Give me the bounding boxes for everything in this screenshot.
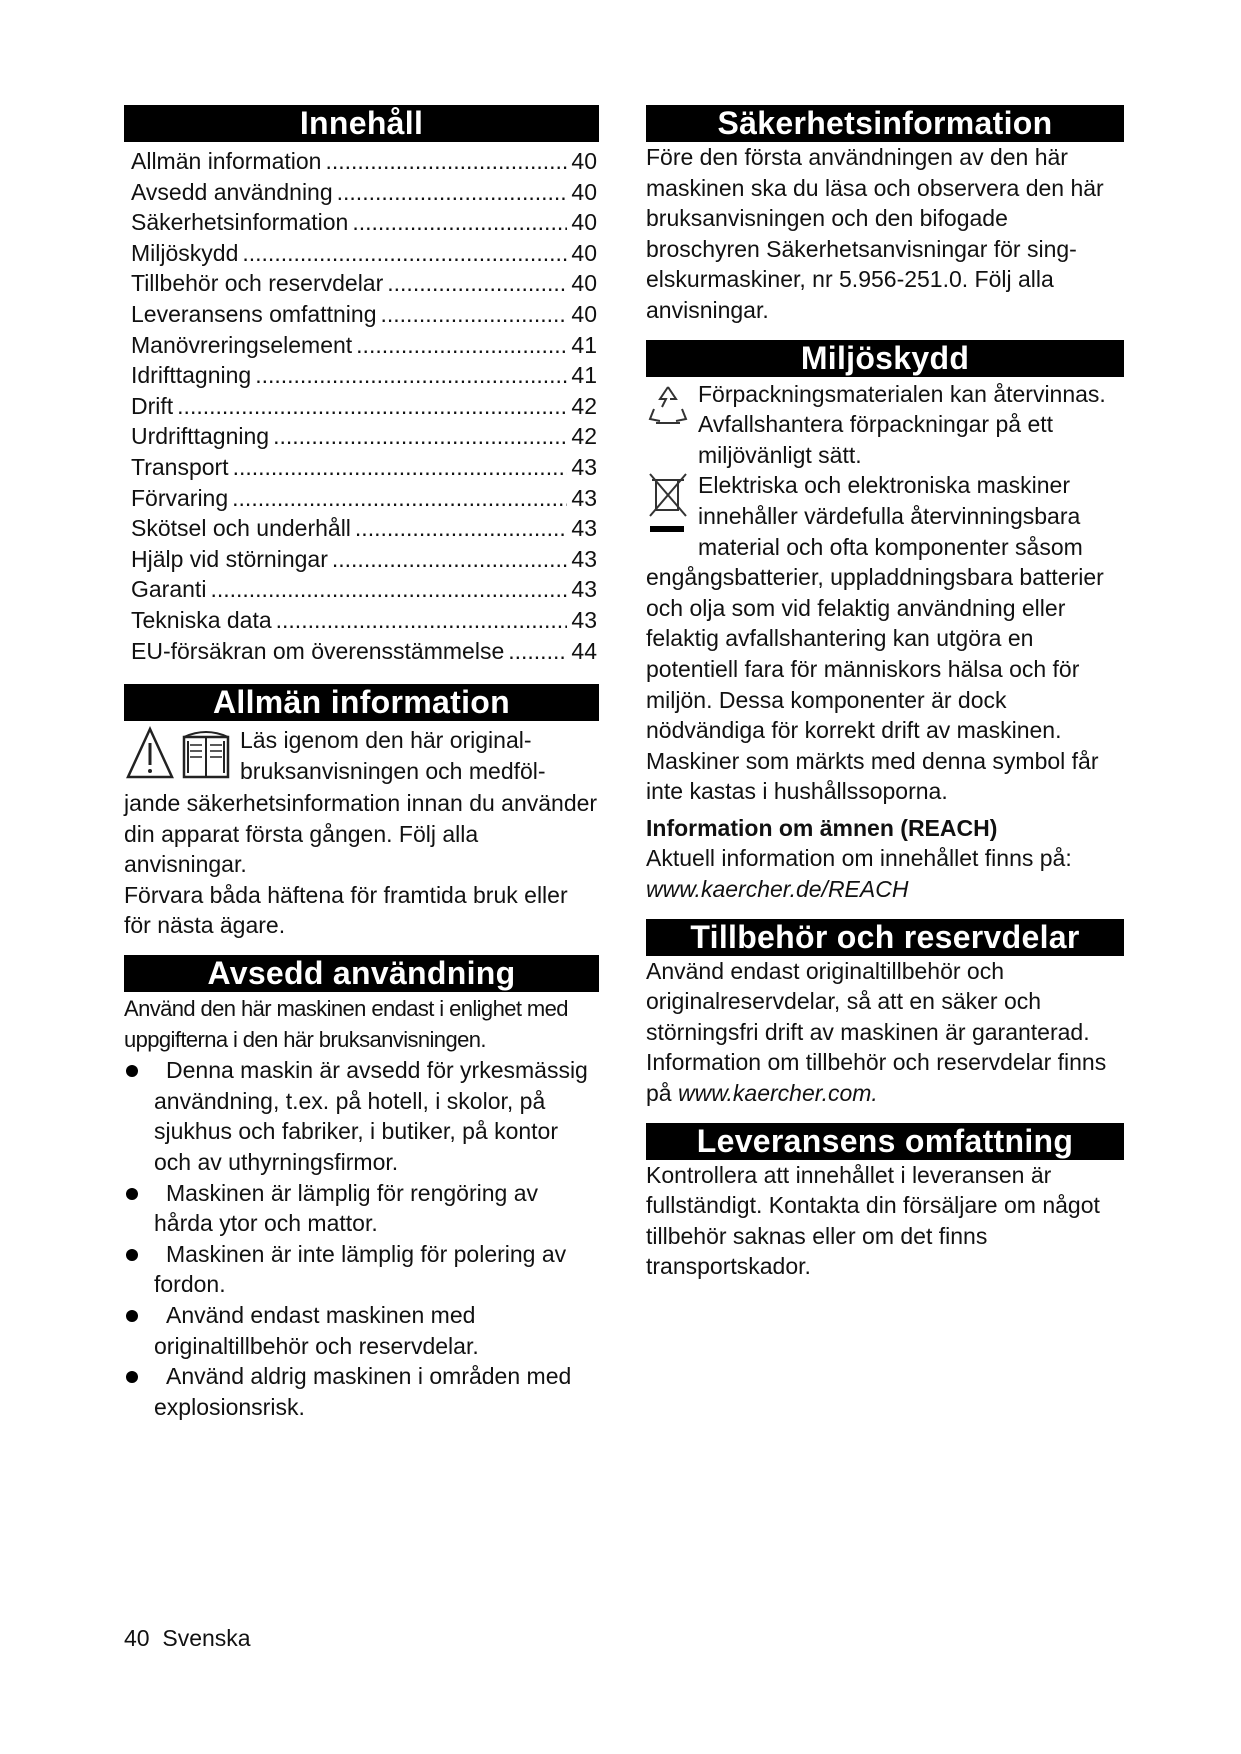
warning-manual-icon bbox=[124, 725, 232, 788]
reach-text: Aktuell information om innehållet finns på: bbox=[646, 845, 1072, 872]
toc-entry-page: 42 bbox=[571, 392, 597, 419]
toc-entry-label: Urdrifttagning bbox=[131, 423, 270, 450]
intended-use-list bbox=[124, 1055, 599, 1422]
toc-entry-label: EU-försäkran om överensstämmelse bbox=[131, 637, 505, 664]
intended-use-item-text: Använd aldrig maskinen i områden med explosionsrisk. bbox=[154, 1363, 572, 1420]
intended-use-item-text: Använd endast maskinen med originaltillbehör och reservdelar. bbox=[154, 1302, 479, 1359]
intended-use-heading: Avsedd användning bbox=[124, 955, 599, 992]
environment-heading: Miljöskydd bbox=[646, 340, 1124, 377]
left-column bbox=[124, 105, 599, 1422]
accessories-heading: Tillbehör och reservdelar bbox=[646, 919, 1124, 956]
toc-entry-page: 40 bbox=[571, 209, 597, 236]
intended-use-item bbox=[124, 1361, 599, 1422]
general-info-keep: Förvara båda häftena för framtida bruk eller för nästa ägare. bbox=[124, 881, 568, 939]
toc-entry[interactable] bbox=[131, 421, 597, 452]
safety-heading: Säkerhetsinformation bbox=[646, 105, 1124, 142]
toc-entry-page: 43 bbox=[571, 515, 597, 542]
toc-entry-label: Manövreringselement bbox=[131, 331, 353, 358]
bullet-icon bbox=[126, 1188, 138, 1200]
toc-entry-label: Säkerhetsinformation bbox=[131, 209, 349, 236]
toc-entry[interactable] bbox=[131, 177, 597, 208]
toc-entry[interactable] bbox=[131, 452, 597, 483]
toc-entry-page: 40 bbox=[571, 239, 597, 266]
toc-leader bbox=[356, 330, 567, 361]
general-info-text: jande säkerhetsinformation innan du använder din apparat första gången. Följ alla anvisningar. bbox=[124, 790, 598, 878]
toc-entry-label: Garanti bbox=[131, 576, 207, 603]
toc-entry[interactable] bbox=[131, 268, 597, 299]
page-number: 40 bbox=[124, 1625, 150, 1651]
toc-leader bbox=[232, 483, 567, 514]
accessories-text: Använd endast originaltillbehör och originalreservdelar, så att en säker och störningsfri drift av maskinen är garanterad. Information om tillbehör och reservdelar finns på www.kaercher.com. bbox=[646, 957, 1107, 1107]
toc-entry[interactable] bbox=[131, 146, 597, 177]
toc-leader bbox=[332, 544, 568, 575]
toc-entry[interactable] bbox=[131, 483, 597, 514]
toc-leader bbox=[352, 207, 567, 238]
toc-entry[interactable] bbox=[131, 605, 597, 636]
toc-entry-page: 40 bbox=[571, 148, 597, 174]
intended-use-item-text: Maskinen är inte lämplig för polering av fordon. bbox=[154, 1240, 567, 1298]
toc-entry-page: 43 bbox=[571, 545, 597, 572]
toc-leader bbox=[337, 177, 568, 208]
accessories-link[interactable]: www.kaercher.com. bbox=[677, 1080, 878, 1107]
right-column bbox=[646, 105, 1124, 1282]
toc-entry[interactable] bbox=[131, 513, 597, 544]
toc-entry[interactable] bbox=[131, 574, 597, 605]
packaging-text: Förpackningsmaterialen kan återvinnas. Avfallshantera förpackningar på ett miljövänligt sätt. bbox=[698, 380, 1106, 468]
toc-entry[interactable] bbox=[131, 544, 597, 575]
toc-leader bbox=[508, 636, 567, 667]
intended-use-item bbox=[124, 1055, 599, 1177]
toc-entry-page: 41 bbox=[571, 362, 597, 389]
delivery-text: Kontrollera att innehållet i leveransen är fullständigt. Kontakta din försäljare om något tillbehör saknas eller om det finns transportskador. bbox=[646, 1161, 1100, 1280]
intended-use-item-text: Maskinen är lämplig för rengöring av hårda ytor och mattor. bbox=[154, 1179, 539, 1237]
toc-entry-label: Tekniska data bbox=[131, 606, 272, 633]
intended-use-item-text: Denna maskin är avsedd för yrkesmässig användning, t.ex. på hotell, i skolor, på sjukhus och fabriker, i butiker, på kontor och av uthyrningsfirmor. bbox=[154, 1057, 588, 1176]
toc-entry-page: 44 bbox=[571, 637, 597, 664]
toc-leader bbox=[177, 391, 567, 422]
toc-entry-page: 43 bbox=[571, 606, 597, 633]
toc-entry-label: Förvaring bbox=[131, 484, 229, 511]
toc-leader bbox=[276, 605, 568, 636]
toc-entry[interactable] bbox=[131, 330, 597, 361]
toc-leader bbox=[387, 268, 567, 299]
toc-entry-page: 43 bbox=[571, 453, 597, 480]
reach-heading: Information om ämnen (REACH) bbox=[646, 814, 998, 841]
table-of-contents bbox=[131, 146, 597, 666]
intended-use-item bbox=[124, 1178, 599, 1239]
toc-entry-page: 40 bbox=[571, 178, 597, 205]
toc-entry-label: Transport bbox=[131, 453, 229, 480]
page-footer bbox=[124, 1625, 251, 1652]
safety-text: Före den första användningen av den här maskinen ska du läsa och observera den här bruksanvisningen och den bifogade broschyren Säkerhetsanvisningar för sing-elskurmaskiner, nr 5.956-251.0. Följ alla anvisningar. bbox=[646, 144, 1104, 323]
toc-entry-page: 40 bbox=[571, 300, 597, 327]
footer-language: Svenska bbox=[162, 1625, 251, 1651]
toc-entry-page: 43 bbox=[571, 484, 597, 511]
toc-entry-page: 40 bbox=[571, 270, 597, 297]
intended-use-item bbox=[124, 1239, 599, 1300]
toc-leader bbox=[273, 421, 567, 452]
toc-leader bbox=[255, 360, 567, 391]
toc-leader bbox=[355, 513, 567, 544]
toc-entry[interactable] bbox=[131, 299, 597, 330]
toc-entry-label: Miljöskydd bbox=[131, 239, 239, 266]
toc-entry-label: Skötsel och underhåll bbox=[131, 515, 351, 542]
toc-leader bbox=[325, 146, 567, 177]
general-info-line2: bruksanvisningen och medföl- bbox=[240, 757, 546, 784]
toc-entry[interactable] bbox=[131, 360, 597, 391]
toc-leader bbox=[233, 452, 568, 483]
toc-entry[interactable] bbox=[131, 391, 597, 422]
general-info-line1: Läs igenom den här original- bbox=[240, 727, 532, 754]
bullet-icon bbox=[126, 1371, 138, 1383]
environment-block bbox=[646, 379, 1124, 905]
recycling-icon bbox=[646, 379, 690, 444]
delivery-heading: Leveransens omfattning bbox=[646, 1123, 1124, 1160]
toc-entry[interactable] bbox=[131, 207, 597, 238]
toc-leader bbox=[210, 574, 567, 605]
weee-text: Elektriska och elektroniska maskiner innehåller värdefulla återvinningsbara material och ofta komponenter såsom engångsbatterier, uppladdningsbara batterier och olja som vid felaktig användning eller felaktig avfallshantering kan utgöra en potentiell fara för människors hälsa och för miljön. Dessa komponenter är dock nödvändiga för korrekt drift av maskinen. Maskiner som märkts med denna symbol får inte kastas i hushållssoporna. bbox=[646, 472, 1104, 805]
toc-entry-page: 41 bbox=[571, 331, 597, 358]
toc-entry-label: Hjälp vid störningar bbox=[131, 545, 328, 572]
bullet-icon bbox=[126, 1065, 138, 1077]
general-info-block bbox=[124, 725, 599, 941]
toc-entry-label: Leveransens omfattning bbox=[131, 300, 377, 327]
intended-use-item bbox=[124, 1300, 599, 1361]
weee-bin-icon bbox=[646, 470, 690, 545]
toc-heading: Innehåll bbox=[124, 105, 599, 142]
toc-leader bbox=[242, 238, 567, 269]
bullet-icon bbox=[126, 1249, 138, 1261]
toc-entry-label: Avsedd användning bbox=[131, 178, 333, 205]
toc-entry-label: Allmän information bbox=[131, 148, 322, 174]
general-info-heading: Allmän information bbox=[124, 684, 599, 721]
toc-entry-label: Idrifttagning bbox=[131, 362, 252, 389]
reach-link[interactable]: www.kaercher.de/REACH bbox=[646, 876, 909, 903]
bullet-icon bbox=[126, 1310, 138, 1322]
toc-entry-label: Drift bbox=[131, 392, 174, 419]
intended-use-intro: Använd den här maskinen endast i enlighet med uppgifterna i den här bruksanvisningen. bbox=[124, 996, 568, 1052]
toc-leader bbox=[381, 299, 568, 330]
toc-entry-page: 42 bbox=[571, 423, 597, 450]
toc-entry[interactable] bbox=[131, 238, 597, 269]
toc-entry-label: Tillbehör och reservdelar bbox=[131, 270, 384, 297]
toc-entry-page: 43 bbox=[571, 576, 597, 603]
toc-entry[interactable] bbox=[131, 636, 597, 667]
